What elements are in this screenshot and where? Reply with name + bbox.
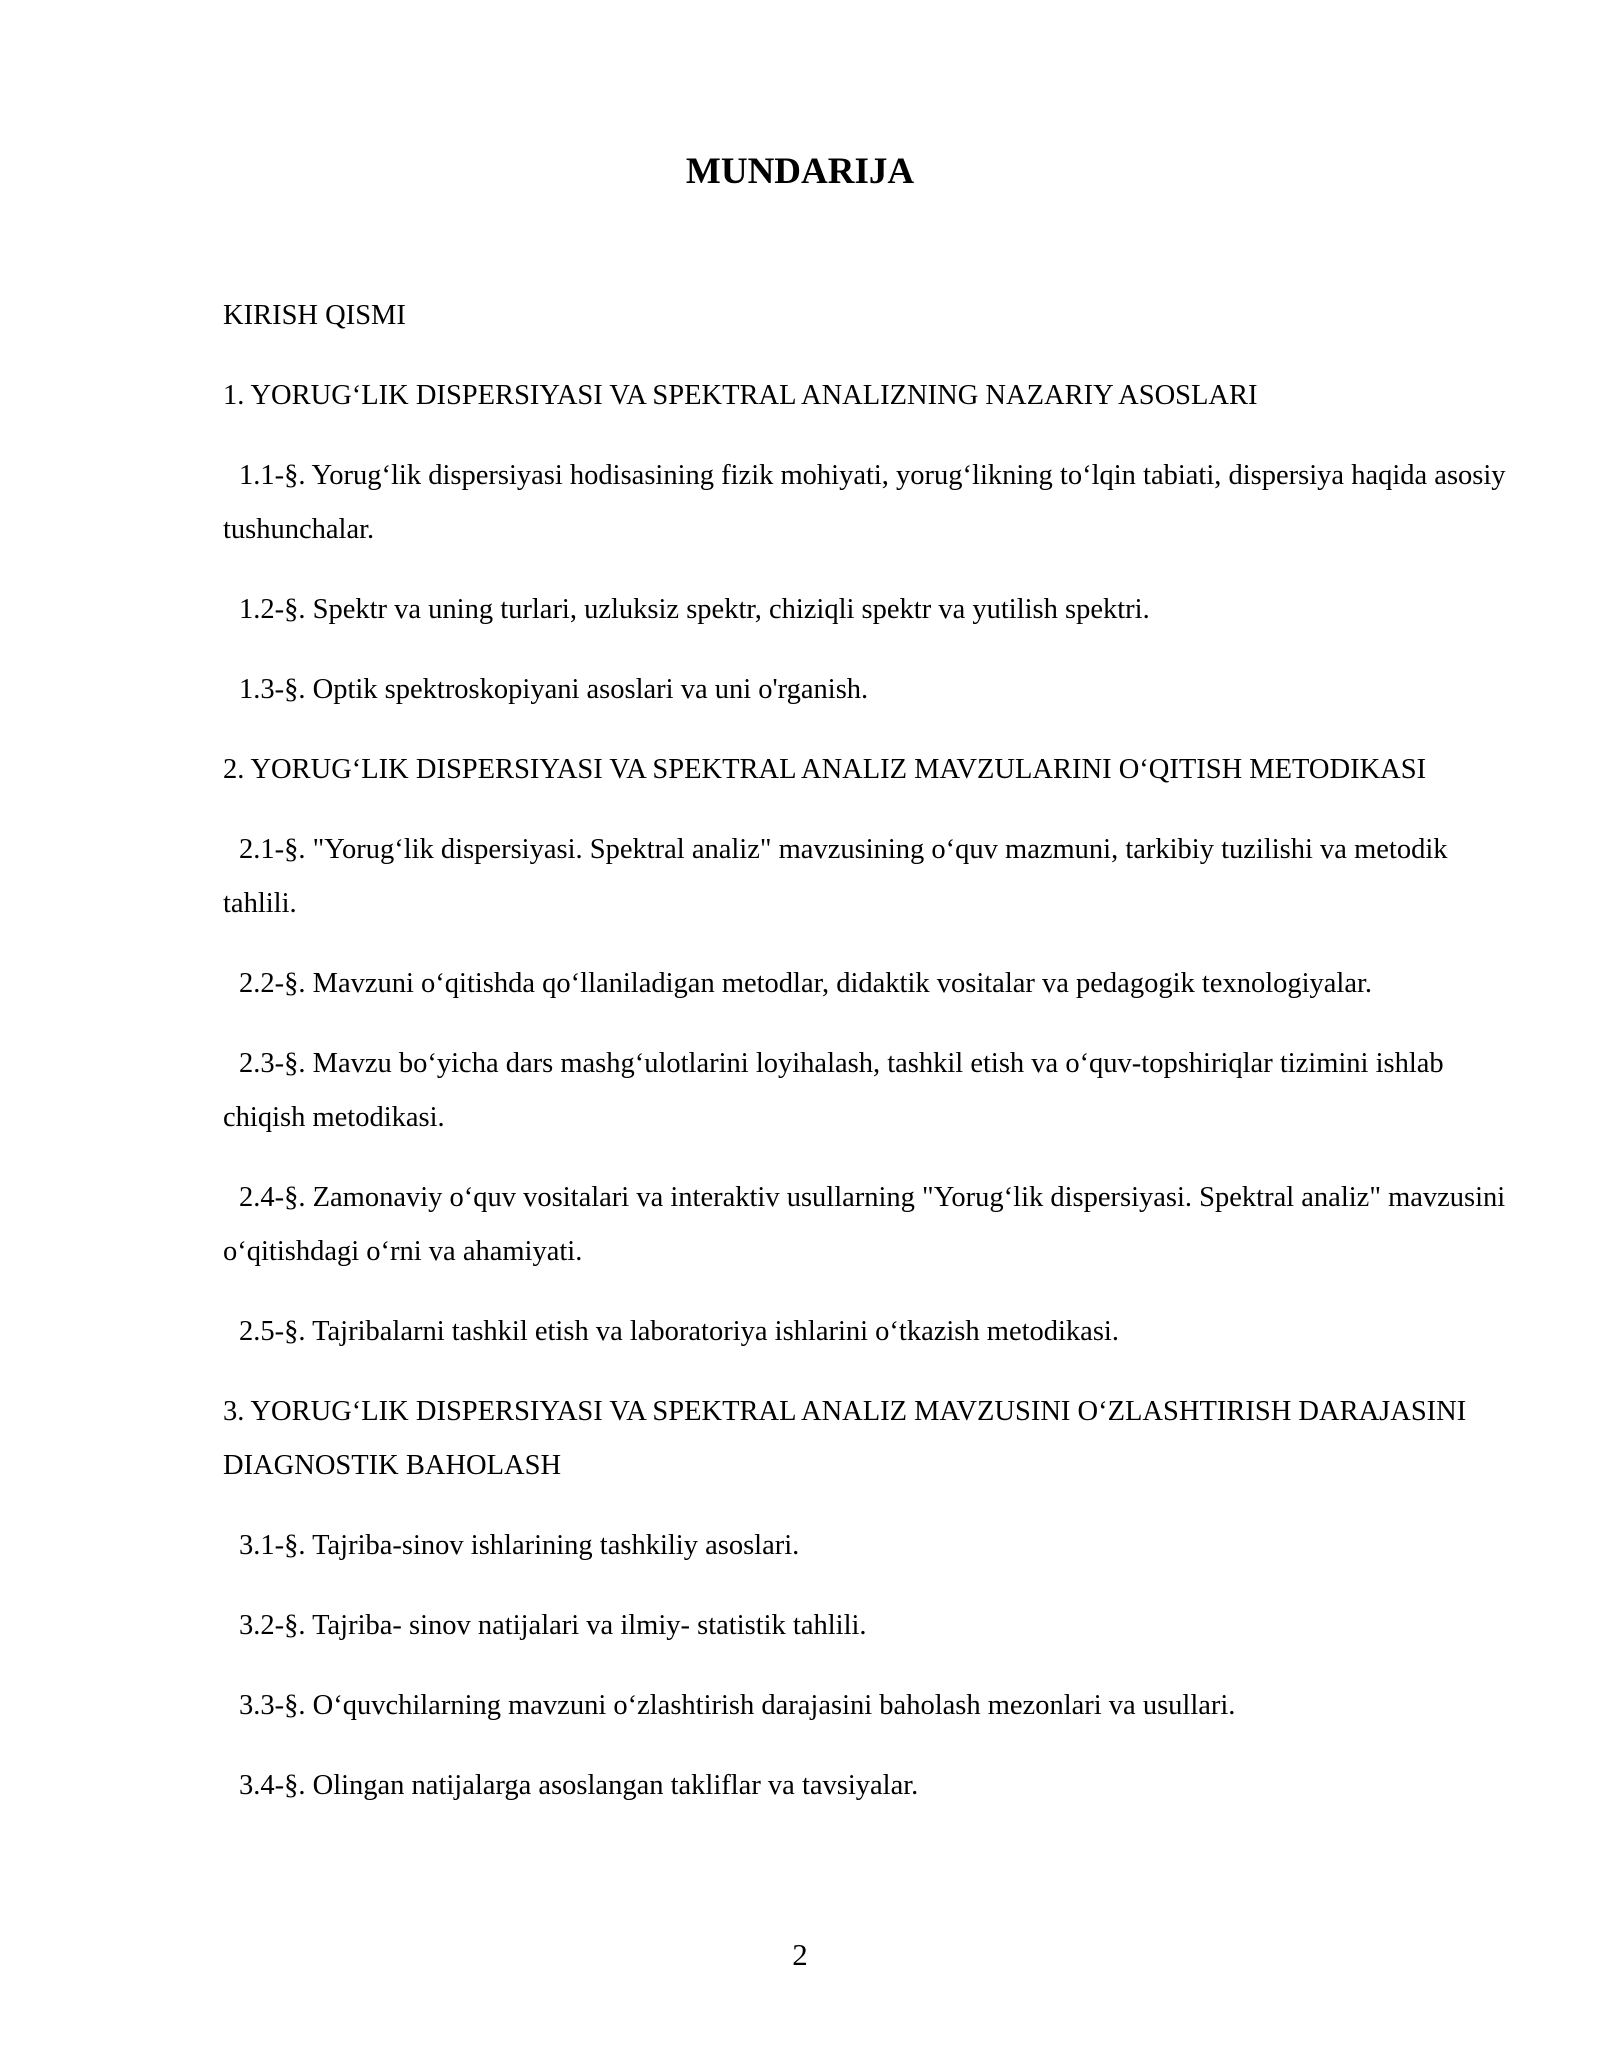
toc-section-3-2: 3.2-§. Tajriba- sinov natijalari va ilmiy- statistik tahlili.	[239, 1610, 867, 1641]
toc-section-2-4: 2.4-§. Zamonaviy o‘quv vositalari va interaktiv usullarning "Yorug‘lik dispersiyasi. Spektral analiz" mavzusini o‘qitishdagi o‘rni va ahamiyati.	[223, 1182, 1506, 1267]
toc-section-3-3: 3.3-§. O‘quvchilarning mavzuni o‘zlashtirish darajasini baholash mezonlari va usullari.	[239, 1690, 1236, 1721]
toc-section-1-1: 1.1-§. Yorug‘lik dispersiyasi hodisasining fizik mohiyati, yorug‘likning to‘lqin tabiati, dispersiya haqida asosiy tushunchalar.	[223, 460, 1506, 545]
toc-section-2-2: 2.2-§. Mavzuni o‘qitishda qo‘llaniladigan metodlar, didaktik vositalar va pedagogik texnologiyalar.	[239, 968, 1373, 999]
toc-section-2-3: 2.3-§. Mavzu bo‘yicha dars mashg‘ulotlarini loyihalash, tashkil etish va o‘quv-topshiriqlar tizimini ishlab chiqish metodikasi.	[223, 1048, 1444, 1133]
page-title: MUNDARIJA	[685, 151, 915, 192]
toc-chapter-1: 1. YORUG‘LIK DISPERSIYASI VA SPEKTRAL ANALIZNING NAZARIY ASOSLARI	[223, 380, 1258, 411]
toc-section-3-4: 3.4-§. Olingan natijalarga asoslangan takliflar va tavsiyalar.	[239, 1770, 919, 1801]
table-of-contents	[223, 289, 1523, 1839]
toc-section-3-1: 3.1-§. Tajriba-sinov ishlarining tashkiliy asoslari.	[239, 1530, 800, 1561]
toc-entry-introduction: KIRISH QISMI	[223, 300, 406, 331]
toc-section-1-2: 1.2-§. Spektr va uning turlari, uzluksiz spektr, chiziqli spektr va yutilish spektri.	[239, 594, 1150, 625]
toc-section-2-5: 2.5-§. Tajribalarni tashkil etish va laboratoriya ishlarini o‘tkazish metodikasi.	[239, 1316, 1119, 1347]
toc-section-1-3: 1.3-§. Optik spektroskopiyani asoslari va uni o'rganish.	[239, 674, 869, 705]
toc-chapter-3: 3. YORUG‘LIK DISPERSIYASI VA SPEKTRAL ANALIZ MAVZUSINI O‘ZLASHTIRISH DARAJASINI DIAGNOSTIK BAHOLASH	[223, 1396, 1467, 1481]
toc-chapter-2: 2. YORUG‘LIK DISPERSIYASI VA SPEKTRAL ANALIZ MAVZULARINI O‘QITISH METODIKASI	[223, 754, 1427, 785]
page-number: 2	[792, 1937, 808, 1972]
toc-section-2-1: 2.1-§. "Yorug‘lik dispersiyasi. Spektral analiz" mavzusining o‘quv mazmuni, tarkibiy tuzilishi va metodik tahlili.	[223, 834, 1448, 919]
